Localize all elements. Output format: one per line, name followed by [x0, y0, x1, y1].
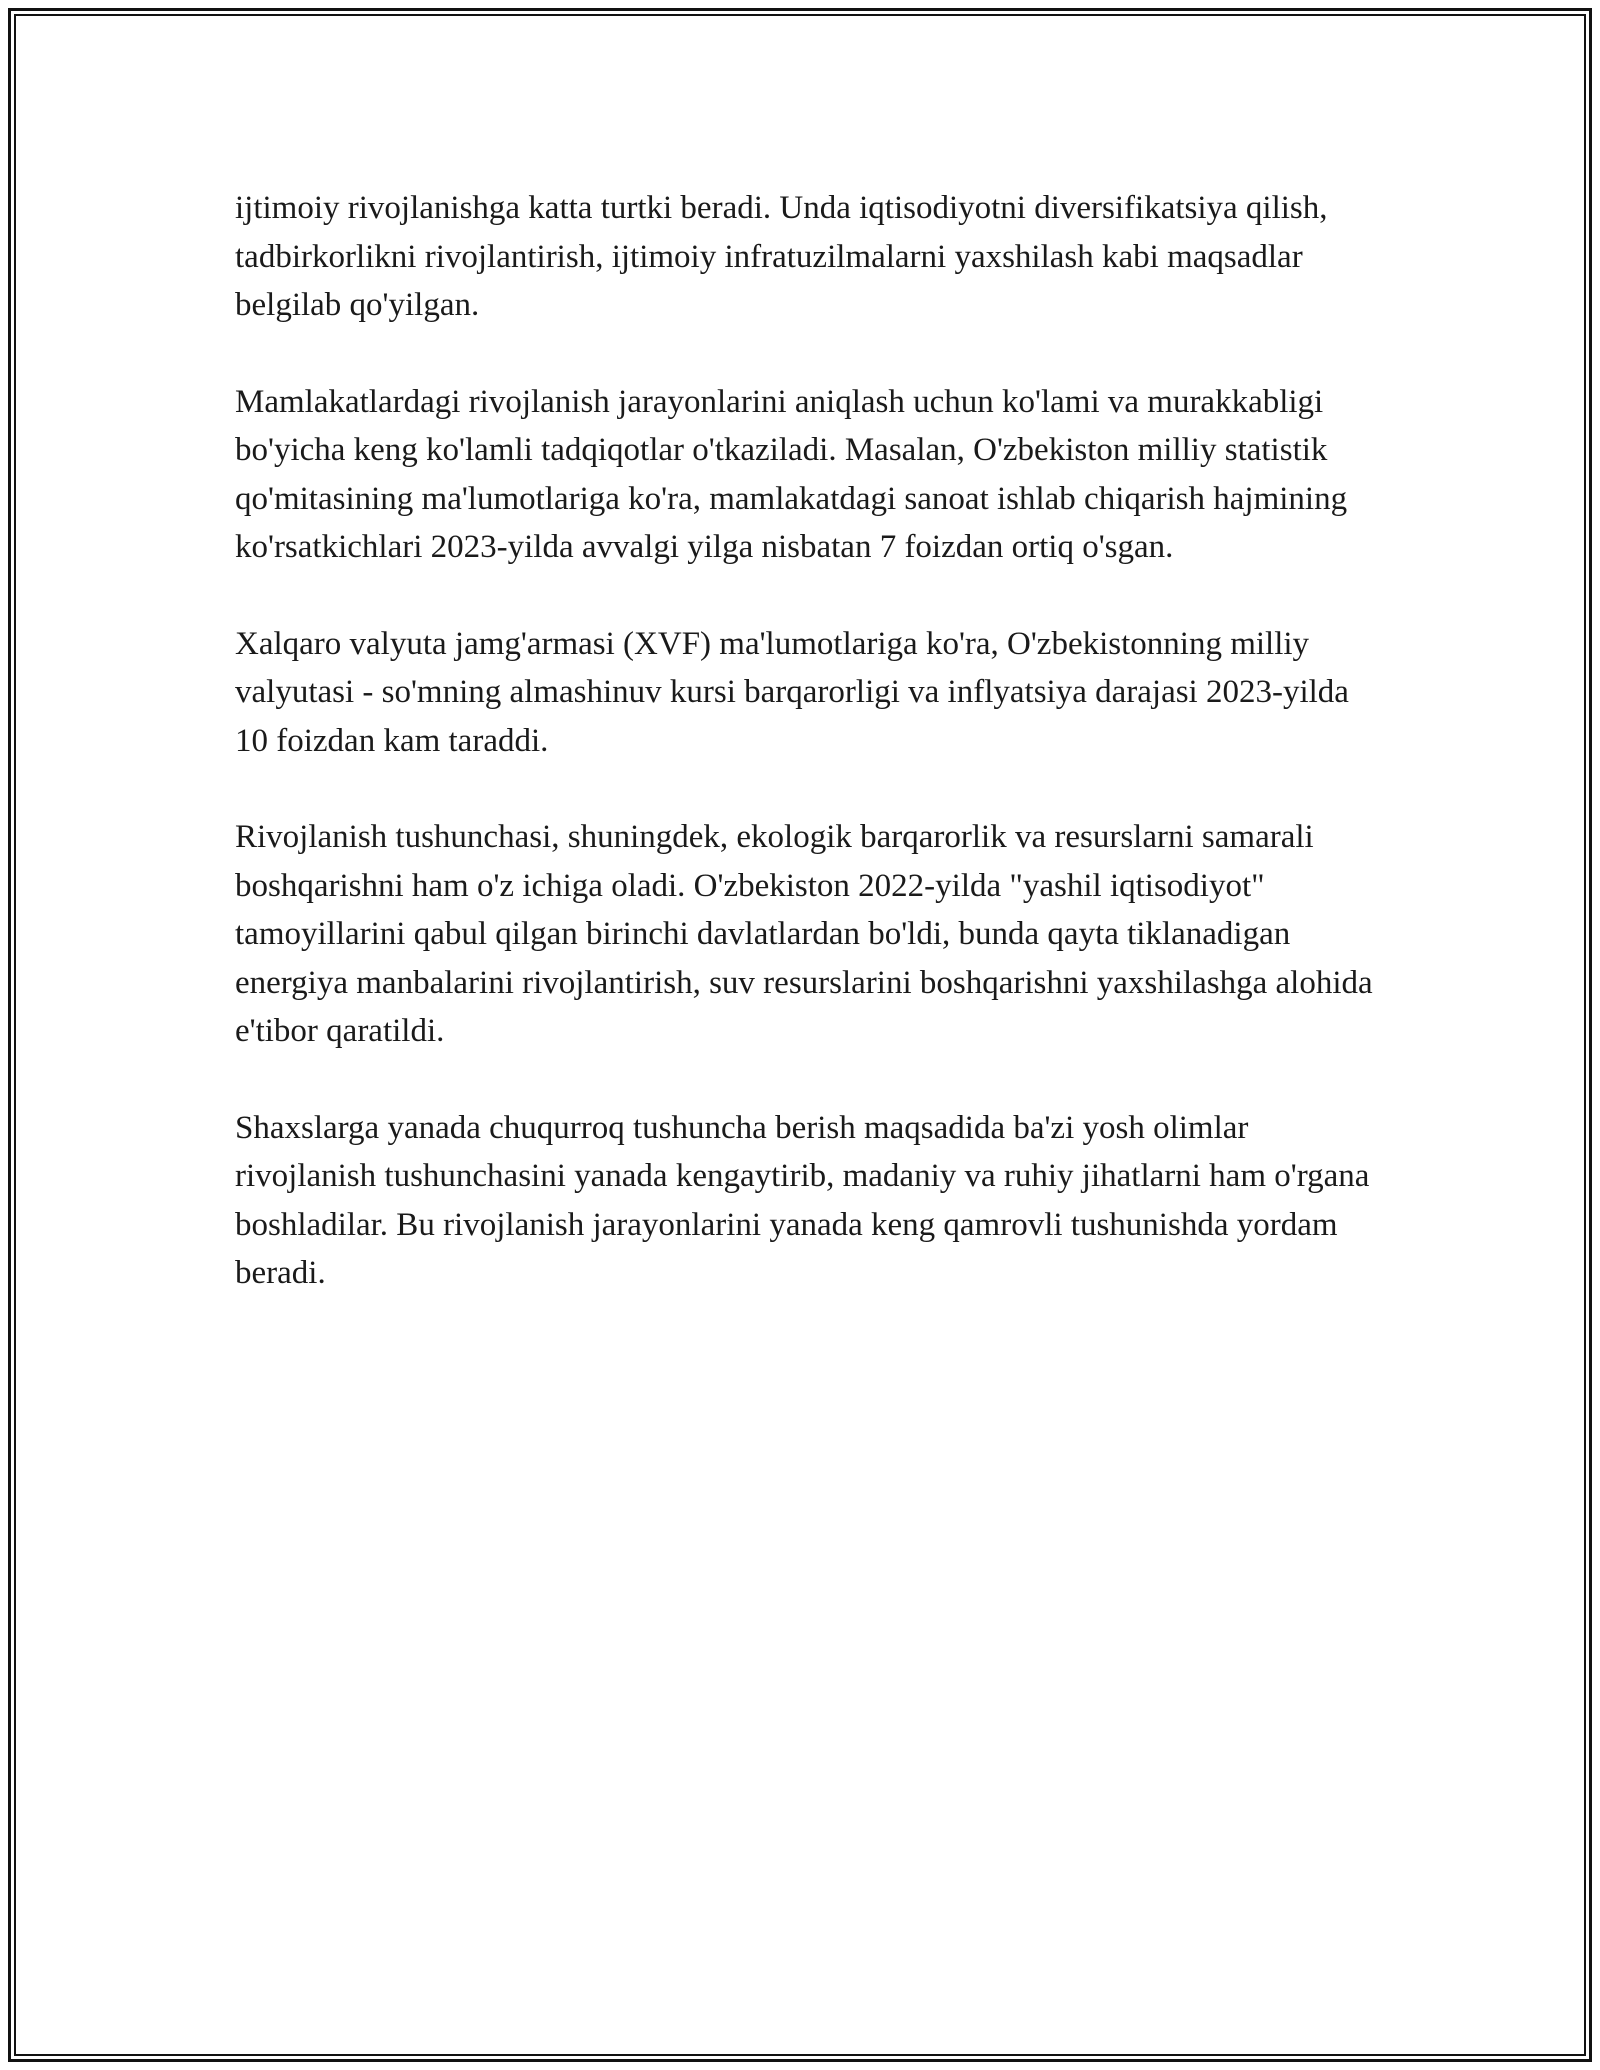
paragraph-4: Rivojlanish tushunchasi, shuningdek, ekologik barqarorlik va resurslarni samarali boshqarishni ham o'z ichiga oladi. O'zbekiston 2022-yilda "yashil iqtisodiyot" tamoyillarini qabul qilgan birinchi davlatlardan bo'ldi, bunda qayta tiklanadigan energiya manbalarini rivojlantirish, suv resurslarini boshqarishni yaxshilashga alohida e'tibor qaratildi.: [235, 819, 1373, 1049]
paragraph-2: Mamlakatlardagi rivojlanish jarayonlarini aniqlash uchun ko'lami va murakkabligi bo'yicha keng ko'lamli tadqiqotlar o'tkaziladi. Masalan, O'zbekiston milliy statistik qo'mitasining ma'lumotlariga ko'ra, mamlakatdagi sanoat ishlab chiqarish hajmining ko'rsatkichlari 2023-yilda avvalgi yilga nisbatan 7 foizdan ortiq o'sgan.: [235, 383, 1348, 565]
paragraph-5: Shaxslarga yanada chuqurroq tushuncha berish maqsadida ba'zi yosh olimlar rivojlanish tushunchasini yanada kengaytirib, madaniy va ruhiy jihatlarni ham o'rgana boshladilar. Bu rivojlanish jarayonlarini yanada keng qamrovli tushunishda yordam beradi.: [235, 1109, 1370, 1291]
paragraph-3: Xalqaro valyuta jamg'armasi (XVF) ma'lumotlariga ko'ra, O'zbekistonning milliy valyutasi - so'mning almashinuv kursi barqarorligi va inflyatsiya darajasi 2023-yilda 10 foizdan kam taraddi.: [235, 625, 1349, 759]
paragraph-1: ijtimoiy rivojlanishga katta turtki beradi. Unda iqtisodiyotni diversifikatsiya qilish, tadbirkorlikni rivojlantirish, ijtimoiy infratuzilmalarni yaxshilash kabi maqsadlar belgilab qo'yilgan.: [235, 190, 1328, 323]
document-body: [235, 184, 1385, 1346]
